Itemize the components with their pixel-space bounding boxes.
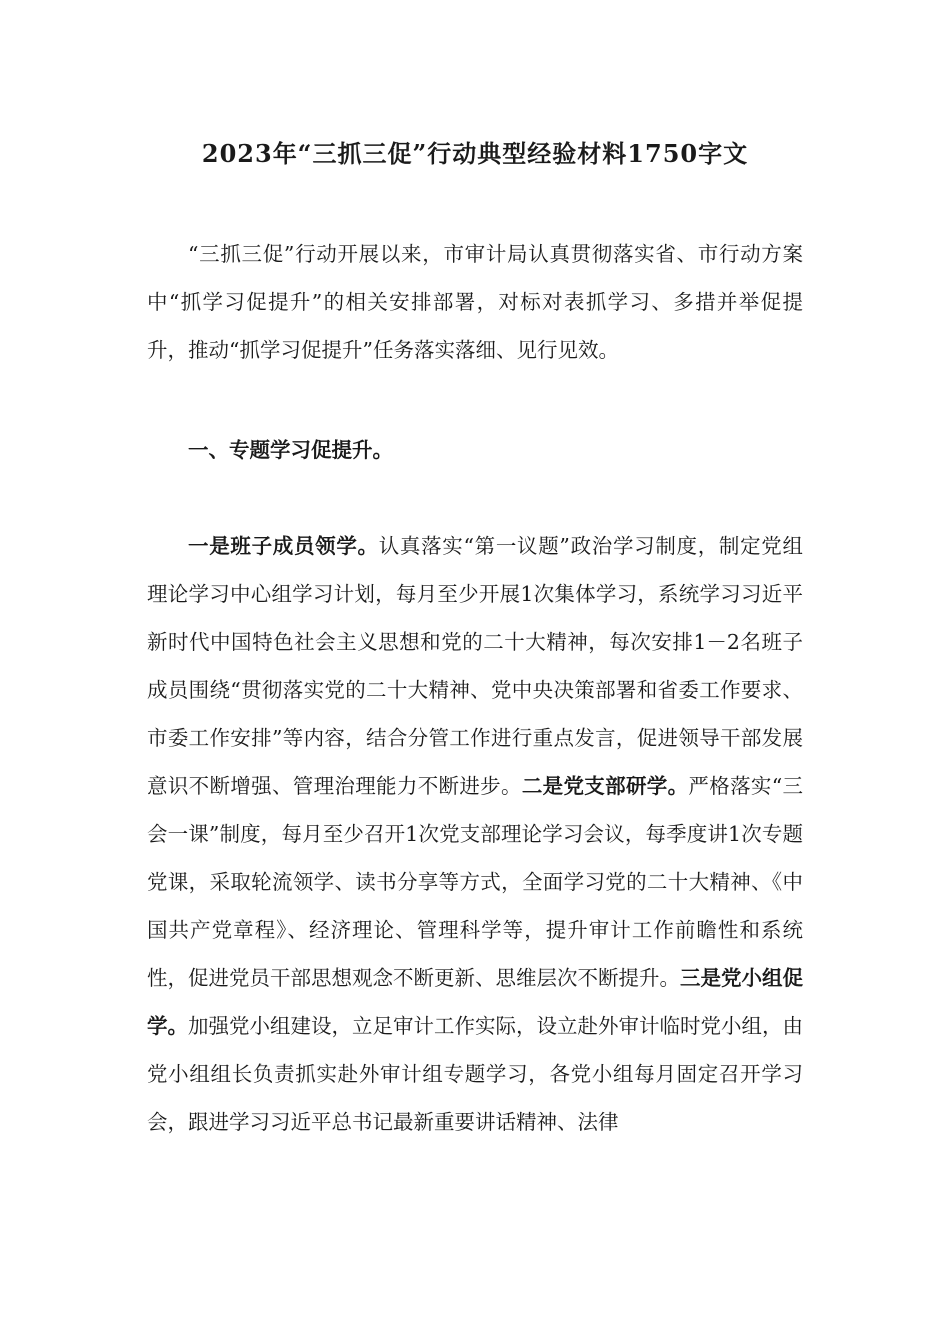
lead-sentence-3: 三是党小组促学。 — [147, 966, 803, 1038]
paragraph-text-1: 认真落实“第一议题”政治学习制度，制定党组理论学习中心组学习计划，每月至少开展1次集体学习，系统学习习近平新时代中国特色社会主义思想和党的二十大精神，每次安排1－2名班子成员围绕“贯彻落实党的二十大精神、党中央决策部署和省委工作要求、市委工作安排”等内容，结合分管工作进行重点发言，促进领导干部发展意识不断增强、管理治理能力不断进步。 — [147, 534, 803, 798]
section-heading-1: 一、专题学习促提升。 — [188, 438, 393, 462]
paragraph-text-3: 加强党小组建设，立足审计工作实际，设立赴外审计临时党小组，由党小组组长负责抓实赴外审计组专题学习，各党小组每月固定召开学习会，跟进学习习近平总书记最新重要讲话精神、法律 — [147, 1014, 803, 1134]
intro-paragraph: “三抓三促”行动开展以来，市审计局认真贯彻落实省、市行动方案中“抓学习促提升”的相关安排部署，对标对表抓学习、多措并举促提升，推动“抓学习促提升”任务落实落细、见行见效。 — [147, 242, 803, 362]
lead-sentence-1: 一是班子成员领学。 — [188, 534, 379, 558]
document-title: 2023年“三抓三促”行动典型经验材料1750字文 — [201, 139, 749, 168]
section-1-paragraph — [147, 522, 803, 1146]
lead-sentence-2: 二是党支部研学。 — [521, 774, 689, 798]
paragraph-text-2: 严格落实“三会一课”制度，每月至少召开1次党支部理论学习会议，每季度讲1次专题党课，采取轮流领学、读书分享等方式，全面学习党的二十大精神、《中国共产党章程》、经济理论、管理科学等，提升审计工作前瞻性和系统性，促进党员干部思想观念不断更新、思维层次不断提升。 — [147, 774, 804, 990]
